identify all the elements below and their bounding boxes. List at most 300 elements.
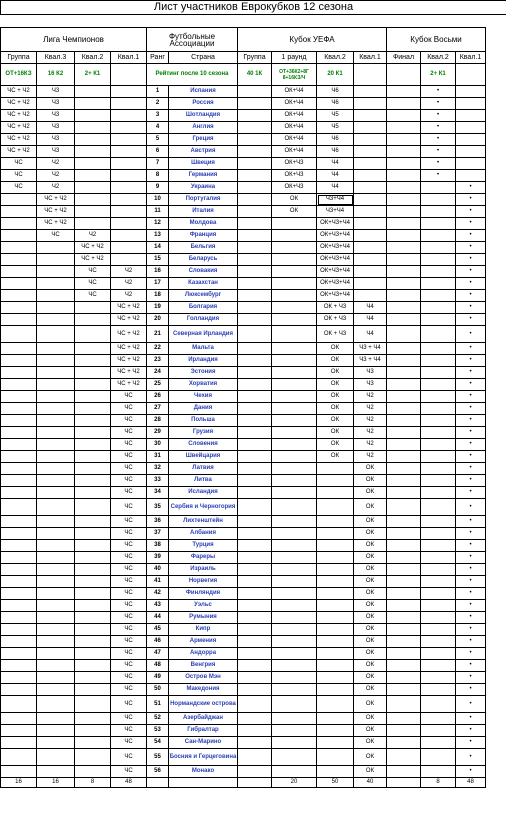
- table-cell[interactable]: [387, 367, 421, 379]
- table-cell[interactable]: [354, 230, 387, 242]
- info-cell[interactable]: 2+ К1: [75, 64, 111, 86]
- country-cell[interactable]: Андорра: [169, 648, 238, 660]
- table-cell[interactable]: [75, 672, 111, 684]
- table-cell[interactable]: [456, 158, 486, 170]
- table-cell[interactable]: •: [421, 146, 456, 158]
- country-cell[interactable]: Чехия: [169, 391, 238, 403]
- table-cell[interactable]: ЧС: [111, 576, 147, 588]
- table-cell[interactable]: [238, 528, 272, 540]
- rank-cell[interactable]: 15: [147, 254, 169, 266]
- country-cell[interactable]: Азербайджан: [169, 713, 238, 725]
- country-cell[interactable]: Молдова: [169, 218, 238, 230]
- table-cell[interactable]: [421, 182, 456, 194]
- table-cell[interactable]: ОК: [317, 451, 354, 463]
- table-cell[interactable]: ЧС: [111, 713, 147, 725]
- table-cell[interactable]: •: [456, 648, 486, 660]
- table-cell[interactable]: [75, 343, 111, 355]
- table-cell[interactable]: [272, 766, 317, 778]
- table-cell[interactable]: Ч6: [317, 146, 354, 158]
- total-cell[interactable]: 8: [75, 778, 111, 788]
- table-cell[interactable]: [272, 725, 317, 737]
- rank-cell[interactable]: 17: [147, 278, 169, 290]
- rank-cell[interactable]: 21: [147, 326, 169, 343]
- table-cell[interactable]: [317, 516, 354, 528]
- table-cell[interactable]: ОК: [317, 343, 354, 355]
- table-cell[interactable]: [387, 540, 421, 552]
- table-cell[interactable]: [37, 278, 75, 290]
- table-cell[interactable]: [421, 475, 456, 487]
- table-cell[interactable]: [238, 463, 272, 475]
- rank-cell[interactable]: 34: [147, 487, 169, 499]
- table-cell[interactable]: [75, 725, 111, 737]
- table-cell[interactable]: ОК+Ч4: [272, 134, 317, 146]
- table-cell[interactable]: [387, 427, 421, 439]
- country-cell[interactable]: Турция: [169, 540, 238, 552]
- table-cell[interactable]: ОК: [354, 588, 387, 600]
- country-cell[interactable]: Ирландия: [169, 355, 238, 367]
- table-cell[interactable]: [354, 158, 387, 170]
- info-cell[interactable]: 40 1К: [238, 64, 272, 86]
- table-cell[interactable]: [37, 427, 75, 439]
- table-cell[interactable]: ЧС: [111, 463, 147, 475]
- table-cell[interactable]: [37, 737, 75, 749]
- table-cell[interactable]: [75, 86, 111, 98]
- table-cell[interactable]: [354, 182, 387, 194]
- country-cell[interactable]: Нормандские острова: [169, 696, 238, 713]
- table-cell[interactable]: ЧС + Ч2: [1, 110, 37, 122]
- rank-cell[interactable]: 8: [147, 170, 169, 182]
- table-cell[interactable]: [75, 528, 111, 540]
- table-cell[interactable]: ОК+Ч4: [272, 146, 317, 158]
- table-cell[interactable]: Ч2: [354, 415, 387, 427]
- rank-cell[interactable]: 13: [147, 230, 169, 242]
- country-cell[interactable]: Израиль: [169, 564, 238, 576]
- table-cell[interactable]: [387, 696, 421, 713]
- table-cell[interactable]: [238, 749, 272, 766]
- country-cell[interactable]: Бельгия: [169, 242, 238, 254]
- table-cell[interactable]: ОК: [354, 713, 387, 725]
- country-cell[interactable]: Дания: [169, 403, 238, 415]
- table-cell[interactable]: [272, 475, 317, 487]
- table-cell[interactable]: [317, 713, 354, 725]
- table-cell[interactable]: [272, 749, 317, 766]
- table-cell[interactable]: [1, 266, 37, 278]
- table-cell[interactable]: [238, 391, 272, 403]
- table-cell[interactable]: •: [421, 86, 456, 98]
- table-cell[interactable]: [1, 552, 37, 564]
- table-cell[interactable]: ЧС + Ч2: [1, 98, 37, 110]
- table-cell[interactable]: ЧС: [75, 290, 111, 302]
- table-cell[interactable]: [1, 612, 37, 624]
- table-cell[interactable]: •: [456, 588, 486, 600]
- table-cell[interactable]: •: [456, 725, 486, 737]
- table-cell[interactable]: [421, 516, 456, 528]
- rank-cell[interactable]: 51: [147, 696, 169, 713]
- country-cell[interactable]: Испания: [169, 86, 238, 98]
- table-cell[interactable]: ЧС: [111, 672, 147, 684]
- table-cell[interactable]: ЧС + Ч2: [111, 379, 147, 391]
- table-cell[interactable]: [111, 254, 147, 266]
- table-cell[interactable]: ЧС: [111, 552, 147, 564]
- table-cell[interactable]: [272, 343, 317, 355]
- table-cell[interactable]: [354, 122, 387, 134]
- table-cell[interactable]: [317, 660, 354, 672]
- country-cell[interactable]: Остров Мэн: [169, 672, 238, 684]
- table-cell[interactable]: ОК: [317, 427, 354, 439]
- country-cell[interactable]: Англия: [169, 122, 238, 134]
- rank-cell[interactable]: 29: [147, 427, 169, 439]
- table-cell[interactable]: [75, 576, 111, 588]
- total-cell[interactable]: 48: [111, 778, 147, 788]
- table-cell[interactable]: [354, 110, 387, 122]
- country-cell[interactable]: Голландия: [169, 314, 238, 326]
- country-cell[interactable]: Франция: [169, 230, 238, 242]
- table-cell[interactable]: [238, 475, 272, 487]
- table-cell[interactable]: [456, 110, 486, 122]
- table-cell[interactable]: [37, 766, 75, 778]
- table-cell[interactable]: [387, 766, 421, 778]
- table-cell[interactable]: •: [456, 379, 486, 391]
- rank-cell[interactable]: 48: [147, 660, 169, 672]
- table-cell[interactable]: [238, 439, 272, 451]
- table-cell[interactable]: [387, 487, 421, 499]
- table-cell[interactable]: [387, 660, 421, 672]
- rank-cell[interactable]: 27: [147, 403, 169, 415]
- table-cell[interactable]: Ч3: [37, 98, 75, 110]
- table-cell[interactable]: [272, 713, 317, 725]
- table-cell[interactable]: ОК+Ч3: [272, 158, 317, 170]
- table-cell[interactable]: [238, 766, 272, 778]
- table-cell[interactable]: [1, 451, 37, 463]
- table-cell[interactable]: [238, 230, 272, 242]
- table-cell[interactable]: [272, 415, 317, 427]
- table-cell[interactable]: [238, 302, 272, 314]
- table-cell[interactable]: [421, 415, 456, 427]
- table-cell[interactable]: [1, 749, 37, 766]
- table-cell[interactable]: [37, 266, 75, 278]
- table-cell[interactable]: [317, 696, 354, 713]
- table-cell[interactable]: [317, 737, 354, 749]
- table-cell[interactable]: [238, 451, 272, 463]
- table-cell[interactable]: [387, 403, 421, 415]
- table-cell[interactable]: ОК: [354, 463, 387, 475]
- table-cell[interactable]: [75, 403, 111, 415]
- table-cell[interactable]: •: [421, 158, 456, 170]
- table-cell[interactable]: [75, 218, 111, 230]
- table-cell[interactable]: •: [421, 134, 456, 146]
- rank-cell[interactable]: 9: [147, 182, 169, 194]
- table-cell[interactable]: ОК: [272, 206, 317, 218]
- rank-cell[interactable]: 37: [147, 528, 169, 540]
- country-cell[interactable]: Швейцария: [169, 451, 238, 463]
- table-cell[interactable]: ЧС: [111, 403, 147, 415]
- table-cell[interactable]: •: [456, 660, 486, 672]
- table-cell[interactable]: [238, 314, 272, 326]
- table-cell[interactable]: [75, 110, 111, 122]
- country-cell[interactable]: Уэльс: [169, 600, 238, 612]
- table-cell[interactable]: [272, 564, 317, 576]
- table-cell[interactable]: [37, 528, 75, 540]
- table-cell[interactable]: [37, 660, 75, 672]
- table-cell[interactable]: [272, 367, 317, 379]
- table-cell[interactable]: [1, 367, 37, 379]
- rank-cell[interactable]: 50: [147, 684, 169, 696]
- table-cell[interactable]: •: [456, 564, 486, 576]
- table-cell[interactable]: Ч3+Ч4: [317, 194, 354, 206]
- table-cell[interactable]: [238, 737, 272, 749]
- table-cell[interactable]: [421, 230, 456, 242]
- table-cell[interactable]: [111, 134, 147, 146]
- table-cell[interactable]: ОК+Ч3+Ч4: [317, 266, 354, 278]
- table-cell[interactable]: •: [456, 314, 486, 326]
- table-cell[interactable]: [1, 206, 37, 218]
- table-cell[interactable]: Ч2: [111, 278, 147, 290]
- table-cell[interactable]: [238, 170, 272, 182]
- total-cell[interactable]: 16: [37, 778, 75, 788]
- table-cell[interactable]: ЧС + Ч2: [37, 194, 75, 206]
- table-cell[interactable]: [1, 326, 37, 343]
- table-cell[interactable]: ЧС + Ч2: [111, 326, 147, 343]
- table-cell[interactable]: ОК+Ч4: [272, 86, 317, 98]
- rank-cell[interactable]: 25: [147, 379, 169, 391]
- table-cell[interactable]: [456, 146, 486, 158]
- table-cell[interactable]: ОК: [354, 600, 387, 612]
- table-cell[interactable]: [421, 379, 456, 391]
- table-cell[interactable]: [421, 600, 456, 612]
- table-cell[interactable]: ОК: [354, 696, 387, 713]
- table-cell[interactable]: Ч2: [354, 439, 387, 451]
- table-cell[interactable]: [75, 648, 111, 660]
- table-cell[interactable]: [387, 451, 421, 463]
- column-header[interactable]: Страна: [169, 52, 238, 64]
- table-cell[interactable]: [272, 242, 317, 254]
- table-cell[interactable]: Ч6: [317, 86, 354, 98]
- table-cell[interactable]: [272, 540, 317, 552]
- table-cell[interactable]: [75, 516, 111, 528]
- table-cell[interactable]: [1, 672, 37, 684]
- rank-cell[interactable]: 42: [147, 588, 169, 600]
- table-cell[interactable]: [421, 696, 456, 713]
- table-cell[interactable]: [37, 672, 75, 684]
- country-cell[interactable]: Словакия: [169, 266, 238, 278]
- table-cell[interactable]: [37, 451, 75, 463]
- table-cell[interactable]: [272, 516, 317, 528]
- table-cell[interactable]: [75, 170, 111, 182]
- table-cell[interactable]: [272, 499, 317, 516]
- table-cell[interactable]: [317, 552, 354, 564]
- country-cell[interactable]: Кипр: [169, 624, 238, 636]
- table-cell[interactable]: [37, 636, 75, 648]
- table-cell[interactable]: [37, 343, 75, 355]
- country-cell[interactable]: Сербия и Черногория: [169, 499, 238, 516]
- rank-cell[interactable]: 31: [147, 451, 169, 463]
- table-cell[interactable]: [75, 737, 111, 749]
- table-cell[interactable]: [75, 612, 111, 624]
- table-cell[interactable]: [272, 463, 317, 475]
- table-cell[interactable]: [354, 266, 387, 278]
- table-cell[interactable]: •: [456, 343, 486, 355]
- table-cell[interactable]: [387, 528, 421, 540]
- table-cell[interactable]: [238, 343, 272, 355]
- table-cell[interactable]: [317, 725, 354, 737]
- table-cell[interactable]: [1, 302, 37, 314]
- table-cell[interactable]: [272, 326, 317, 343]
- table-cell[interactable]: [111, 242, 147, 254]
- table-cell[interactable]: [421, 612, 456, 624]
- country-cell[interactable]: Албания: [169, 528, 238, 540]
- table-cell[interactable]: ЧС + Ч2: [1, 122, 37, 134]
- table-cell[interactable]: [421, 290, 456, 302]
- country-cell[interactable]: Норвегия: [169, 576, 238, 588]
- table-cell[interactable]: [421, 278, 456, 290]
- table-cell[interactable]: [37, 552, 75, 564]
- rank-cell[interactable]: 35: [147, 499, 169, 516]
- table-cell[interactable]: •: [456, 242, 486, 254]
- table-cell[interactable]: ЧС: [111, 415, 147, 427]
- total-cell[interactable]: 20: [272, 778, 317, 788]
- table-cell[interactable]: ОК: [317, 367, 354, 379]
- table-cell[interactable]: ОК: [354, 516, 387, 528]
- table-cell[interactable]: [37, 612, 75, 624]
- info-cell[interactable]: 16 К2: [37, 64, 75, 86]
- table-cell[interactable]: [37, 600, 75, 612]
- table-cell[interactable]: [387, 326, 421, 343]
- rank-cell[interactable]: 16: [147, 266, 169, 278]
- table-cell[interactable]: ЧС + Ч2: [37, 206, 75, 218]
- table-cell[interactable]: •: [456, 415, 486, 427]
- table-cell[interactable]: [421, 725, 456, 737]
- table-cell[interactable]: [238, 540, 272, 552]
- rank-cell[interactable]: 5: [147, 134, 169, 146]
- table-cell[interactable]: [75, 367, 111, 379]
- table-cell[interactable]: [75, 134, 111, 146]
- table-cell[interactable]: [37, 367, 75, 379]
- table-cell[interactable]: [272, 672, 317, 684]
- table-cell[interactable]: [387, 672, 421, 684]
- table-cell[interactable]: [111, 98, 147, 110]
- table-cell[interactable]: [238, 725, 272, 737]
- table-cell[interactable]: [354, 170, 387, 182]
- table-cell[interactable]: [272, 302, 317, 314]
- column-header[interactable]: Группа: [238, 52, 272, 64]
- table-cell[interactable]: ЧС: [111, 439, 147, 451]
- country-cell[interactable]: Румыния: [169, 612, 238, 624]
- table-cell[interactable]: •: [456, 451, 486, 463]
- table-cell[interactable]: [238, 600, 272, 612]
- table-cell[interactable]: ЧС + Ч2: [1, 146, 37, 158]
- table-cell[interactable]: [1, 766, 37, 778]
- table-cell[interactable]: [421, 499, 456, 516]
- table-cell[interactable]: ОК+Ч3: [272, 182, 317, 194]
- total-cell[interactable]: 48: [456, 778, 486, 788]
- table-cell[interactable]: [1, 516, 37, 528]
- table-cell[interactable]: [272, 439, 317, 451]
- table-cell[interactable]: [111, 170, 147, 182]
- table-cell[interactable]: [37, 696, 75, 713]
- table-cell[interactable]: ОК: [317, 355, 354, 367]
- table-cell[interactable]: [387, 475, 421, 487]
- table-cell[interactable]: [456, 122, 486, 134]
- table-cell[interactable]: [238, 146, 272, 158]
- table-cell[interactable]: [1, 540, 37, 552]
- table-cell[interactable]: [75, 302, 111, 314]
- table-cell[interactable]: [387, 158, 421, 170]
- table-cell[interactable]: [1, 379, 37, 391]
- table-cell[interactable]: [387, 355, 421, 367]
- table-cell[interactable]: [1, 403, 37, 415]
- table-cell[interactable]: [421, 326, 456, 343]
- table-cell[interactable]: [238, 672, 272, 684]
- table-cell[interactable]: ОК + Ч3: [317, 302, 354, 314]
- table-cell[interactable]: [272, 528, 317, 540]
- table-cell[interactable]: [238, 415, 272, 427]
- table-cell[interactable]: [75, 182, 111, 194]
- table-cell[interactable]: ЧС: [111, 499, 147, 516]
- table-cell[interactable]: Ч2: [111, 290, 147, 302]
- table-cell[interactable]: •: [456, 403, 486, 415]
- table-cell[interactable]: [1, 713, 37, 725]
- table-cell[interactable]: [75, 636, 111, 648]
- table-cell[interactable]: Ч3: [354, 367, 387, 379]
- table-cell[interactable]: [317, 648, 354, 660]
- table-cell[interactable]: ЧС: [111, 391, 147, 403]
- table-cell[interactable]: [272, 648, 317, 660]
- country-cell[interactable]: Босния и Герцеговина: [169, 749, 238, 766]
- table-cell[interactable]: [238, 487, 272, 499]
- table-cell[interactable]: [1, 391, 37, 403]
- table-cell[interactable]: [1, 737, 37, 749]
- table-cell[interactable]: [37, 254, 75, 266]
- table-cell[interactable]: [387, 98, 421, 110]
- info-cell[interactable]: [111, 64, 147, 86]
- table-cell[interactable]: [238, 499, 272, 516]
- rank-cell[interactable]: 49: [147, 672, 169, 684]
- table-cell[interactable]: [387, 343, 421, 355]
- country-cell[interactable]: Северная Ирландия: [169, 326, 238, 343]
- table-cell[interactable]: [272, 391, 317, 403]
- table-cell[interactable]: •: [456, 684, 486, 696]
- rank-cell[interactable]: 54: [147, 737, 169, 749]
- table-cell[interactable]: [421, 588, 456, 600]
- info-cell[interactable]: [387, 64, 421, 86]
- table-cell[interactable]: [37, 475, 75, 487]
- table-cell[interactable]: [421, 552, 456, 564]
- table-cell[interactable]: [238, 182, 272, 194]
- table-cell[interactable]: [238, 576, 272, 588]
- rank-cell[interactable]: 33: [147, 475, 169, 487]
- table-cell[interactable]: [238, 134, 272, 146]
- table-cell[interactable]: [37, 302, 75, 314]
- table-cell[interactable]: [272, 660, 317, 672]
- table-cell[interactable]: ОК+Ч4: [272, 98, 317, 110]
- table-cell[interactable]: [387, 314, 421, 326]
- table-cell[interactable]: Ч4: [354, 302, 387, 314]
- table-cell[interactable]: [387, 612, 421, 624]
- table-cell[interactable]: •: [456, 528, 486, 540]
- table-cell[interactable]: [238, 516, 272, 528]
- table-cell[interactable]: ЧС: [111, 600, 147, 612]
- table-cell[interactable]: •: [456, 355, 486, 367]
- info-cell[interactable]: [354, 64, 387, 86]
- table-cell[interactable]: [1, 487, 37, 499]
- table-cell[interactable]: [1, 696, 37, 713]
- rank-cell[interactable]: 7: [147, 158, 169, 170]
- table-cell[interactable]: [387, 552, 421, 564]
- table-cell[interactable]: •: [456, 749, 486, 766]
- table-cell[interactable]: [272, 612, 317, 624]
- table-cell[interactable]: ЧС: [111, 588, 147, 600]
- table-cell[interactable]: •: [421, 170, 456, 182]
